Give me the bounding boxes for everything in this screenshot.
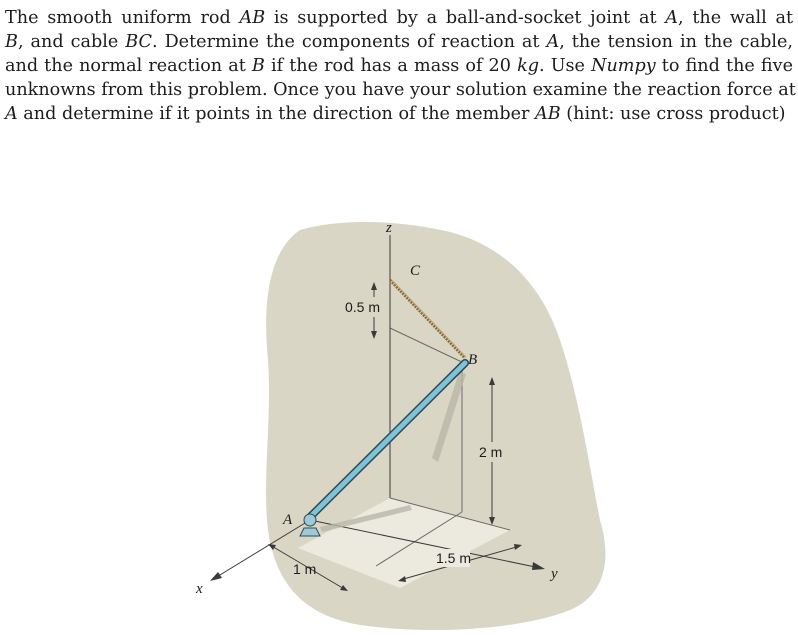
problem-statement: [5, 6, 796, 126]
point-b-label: B: [468, 352, 478, 368]
dim-offset-label: 0.5 m: [345, 299, 381, 315]
point-c-label: C: [410, 263, 421, 279]
z-axis-label: z: [386, 220, 392, 236]
problem-line-3: and the normal reaction at B if the rod has a mass of 20 kg. Use Numpy to find the five: [5, 56, 794, 76]
dim-x-label: 1 m: [293, 561, 317, 577]
ball-socket-a: [304, 514, 316, 526]
y-axis-label: y: [551, 566, 558, 582]
problem-line-2: B, and cable BC. Determine the components of reaction at A, the tension in the cable,: [5, 32, 793, 52]
point-a-label: A: [283, 512, 293, 528]
problem-line-5: A and determine if it points in the direction of the member AB (hint: use cross product): [5, 104, 786, 124]
dim-y-label: 1.5 m: [436, 550, 472, 566]
problem-line-4: unknowns from this problem. Once you have your solution examine the reaction force at: [5, 80, 796, 100]
dim-height-label: 2 m: [479, 444, 503, 460]
rod-diagram: [0, 180, 798, 637]
problem-line-1: The smooth uniform rod AB is supported by a ball-and-socket joint at A, the wall at: [5, 8, 794, 28]
socket-base: [300, 528, 320, 536]
x-axis-arrow: [210, 572, 222, 581]
x-axis-label: x: [196, 581, 203, 597]
